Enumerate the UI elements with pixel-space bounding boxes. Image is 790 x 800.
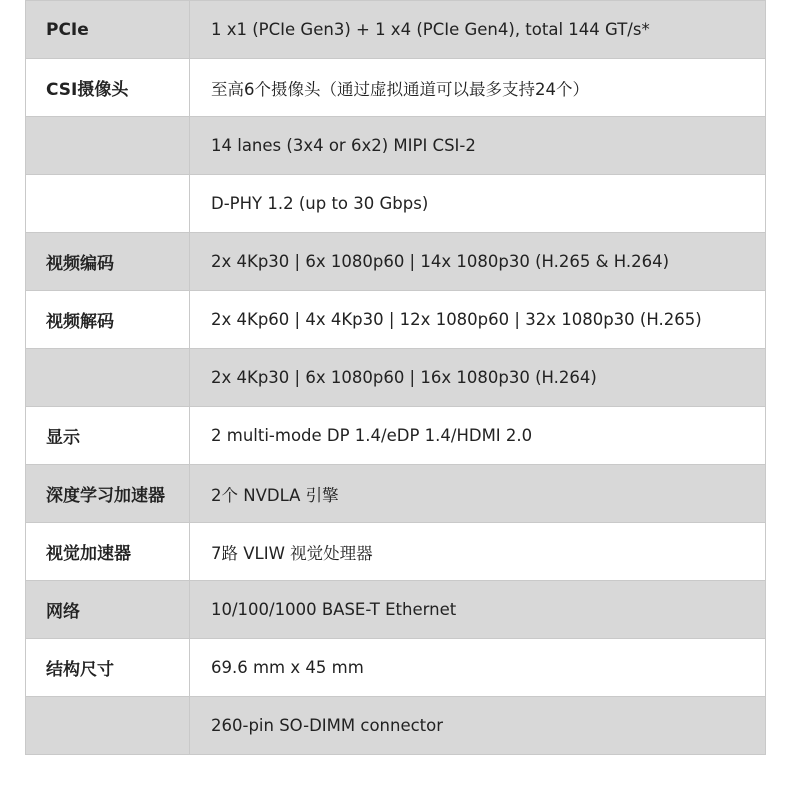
- spec-value: 1 x1 (PCIe Gen3) + 1 x4 (PCIe Gen4), total 144 GT/s*: [190, 1, 766, 59]
- spec-row-video-decode: [26, 291, 766, 349]
- spec-row-dphy: [26, 175, 766, 233]
- spec-value: D-PHY 1.2 (up to 30 Gbps): [190, 175, 766, 233]
- spec-label: PCIe: [26, 1, 190, 59]
- spec-table: [25, 0, 766, 755]
- spec-label: [26, 697, 190, 755]
- spec-label: [26, 117, 190, 175]
- spec-row-dla: [26, 465, 766, 523]
- spec-row-video-decode-h264: [26, 349, 766, 407]
- spec-row-display: [26, 407, 766, 465]
- spec-label: 视频编码: [26, 233, 190, 291]
- spec-row-vision-accelerator: [26, 523, 766, 581]
- spec-value: 69.6 mm x 45 mm: [190, 639, 766, 697]
- spec-row-mechanical: [26, 639, 766, 697]
- spec-label: 结构尺寸: [26, 639, 190, 697]
- spec-row-pcie: [26, 1, 766, 59]
- spec-value: 14 lanes (3x4 or 6x2) MIPI CSI-2: [190, 117, 766, 175]
- spec-label: 深度学习加速器: [26, 465, 190, 523]
- spec-value: 2个 NVDLA 引擎: [190, 465, 766, 523]
- spec-label: [26, 175, 190, 233]
- spec-label: 显示: [26, 407, 190, 465]
- spec-label: 网络: [26, 581, 190, 639]
- spec-row-network: [26, 581, 766, 639]
- spec-value: 260-pin SO-DIMM connector: [190, 697, 766, 755]
- spec-table-body: [26, 1, 766, 755]
- spec-value: 2x 4Kp30 | 6x 1080p60 | 14x 1080p30 (H.265 & H.264): [190, 233, 766, 291]
- spec-value: 2x 4Kp30 | 6x 1080p60 | 16x 1080p30 (H.264): [190, 349, 766, 407]
- spec-value: 至高6个摄像头（通过虚拟通道可以最多支持24个）: [190, 59, 766, 117]
- spec-value: 2 multi-mode DP 1.4/eDP 1.4/HDMI 2.0: [190, 407, 766, 465]
- spec-row-connector: [26, 697, 766, 755]
- spec-row-csi-camera: [26, 59, 766, 117]
- spec-row-video-encode: [26, 233, 766, 291]
- spec-value: 7路 VLIW 视觉处理器: [190, 523, 766, 581]
- spec-label: 视觉加速器: [26, 523, 190, 581]
- spec-label: 视频解码: [26, 291, 190, 349]
- spec-value: 10/100/1000 BASE-T Ethernet: [190, 581, 766, 639]
- spec-row-csi-lanes: [26, 117, 766, 175]
- spec-label: [26, 349, 190, 407]
- spec-value: 2x 4Kp60 | 4x 4Kp30 | 12x 1080p60 | 32x 1080p30 (H.265): [190, 291, 766, 349]
- spec-label: CSI摄像头: [26, 59, 190, 117]
